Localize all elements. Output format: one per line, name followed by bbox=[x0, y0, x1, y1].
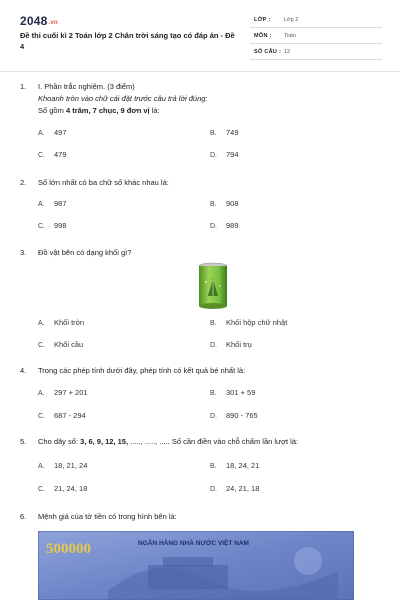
option-a[interactable] bbox=[38, 461, 87, 470]
option-text: 687 - 294 bbox=[54, 411, 86, 420]
meta-row-class bbox=[250, 12, 382, 28]
option-letter: A. bbox=[38, 320, 45, 327]
meta-row-subject bbox=[250, 28, 382, 44]
option-letter: C. bbox=[38, 486, 45, 493]
text-pre: Cho dãy số: bbox=[38, 437, 81, 446]
text-post: ....., ....., ..... Số cần điền vào chỗ chấm lần lượt là: bbox=[128, 437, 299, 446]
meta-value: Toán bbox=[284, 33, 296, 39]
document-header bbox=[0, 0, 400, 72]
option-c[interactable] bbox=[38, 411, 86, 420]
text-bold: 3, 6, 9, 12, 15, bbox=[80, 437, 129, 446]
question-text: Mệnh giá của tờ tiền có trong hình bên là: bbox=[38, 512, 177, 521]
note-denomination: 500000 bbox=[46, 541, 91, 557]
option-letter: A. bbox=[38, 463, 45, 470]
logo-suffix: .vn bbox=[48, 20, 58, 26]
question-text: Đồ vật bên có dạng khối gì? bbox=[38, 248, 132, 257]
note-bank-name: NGÂN HÀNG NHÀ NƯỚC VIỆT NAM bbox=[138, 540, 249, 547]
option-letter: C. bbox=[38, 342, 45, 349]
option-c[interactable] bbox=[38, 484, 87, 493]
prompt-post: là: bbox=[149, 106, 160, 115]
option-b[interactable] bbox=[210, 128, 239, 137]
meta-table bbox=[250, 12, 382, 60]
option-letter: B. bbox=[210, 320, 217, 327]
option-a[interactable] bbox=[38, 128, 67, 137]
option-text: Khối tròn bbox=[54, 318, 85, 327]
question-6 bbox=[20, 512, 380, 526]
option-b[interactable] bbox=[210, 461, 259, 470]
option-text: Khối trụ bbox=[226, 340, 252, 349]
option-letter: B. bbox=[210, 201, 217, 208]
option-a[interactable] bbox=[38, 388, 88, 397]
question-prompt bbox=[38, 106, 378, 116]
option-text: 24, 21, 18 bbox=[226, 484, 260, 493]
option-letter: C. bbox=[38, 152, 45, 159]
option-b[interactable] bbox=[210, 318, 287, 327]
option-text: 890 - 765 bbox=[226, 411, 258, 420]
question-4 bbox=[20, 366, 380, 422]
option-text: 479 bbox=[54, 150, 67, 159]
question-2 bbox=[20, 178, 380, 234]
option-letter: D. bbox=[210, 342, 217, 349]
question-number: 4. bbox=[20, 366, 27, 375]
option-text: 908 bbox=[226, 199, 239, 208]
banknote-image bbox=[38, 531, 354, 600]
option-a[interactable] bbox=[38, 199, 67, 208]
option-text: 794 bbox=[226, 150, 239, 159]
meta-row-question-count bbox=[250, 44, 382, 60]
meta-label: MÔN : bbox=[254, 33, 272, 39]
option-text: 18, 24, 21 bbox=[226, 461, 260, 470]
question-number: 6. bbox=[20, 512, 27, 521]
question-number: 3. bbox=[20, 248, 27, 257]
question-1 bbox=[20, 82, 380, 162]
option-c[interactable] bbox=[38, 221, 67, 230]
question-text: Trong các phép tính dưới đây, phép tính có kết quả bé nhất là: bbox=[38, 366, 246, 375]
question-text: Số lớn nhất có ba chữ số khác nhau là: bbox=[38, 178, 169, 187]
option-letter: B. bbox=[210, 463, 217, 470]
option-letter: A. bbox=[38, 130, 45, 137]
option-b[interactable] bbox=[210, 388, 255, 397]
option-text: 497 bbox=[54, 128, 67, 137]
option-text: 297 + 201 bbox=[54, 388, 88, 397]
prompt-pre: Số gồm bbox=[38, 106, 66, 115]
site-logo[interactable] bbox=[20, 14, 58, 28]
option-letter: A. bbox=[38, 390, 45, 397]
option-letter: A. bbox=[38, 201, 45, 208]
question-number: 1. bbox=[20, 82, 27, 91]
option-text: 21, 24, 18 bbox=[54, 484, 88, 493]
option-letter: C. bbox=[38, 413, 45, 420]
soda-can-image bbox=[196, 262, 230, 310]
meta-value: 12 bbox=[284, 49, 291, 55]
option-letter: D. bbox=[210, 413, 217, 420]
option-text: 18, 21, 24 bbox=[54, 461, 88, 470]
option-d[interactable] bbox=[210, 484, 259, 493]
meta-label: LỚP : bbox=[254, 17, 271, 23]
logo-text: 2048 bbox=[20, 14, 48, 28]
option-c[interactable] bbox=[38, 340, 83, 349]
option-letter: D. bbox=[210, 152, 217, 159]
option-b[interactable] bbox=[210, 199, 239, 208]
prompt-bold: 4 trăm, 7 chục, 9 đơn vị bbox=[65, 106, 150, 115]
option-text: 301 + 59 bbox=[226, 388, 256, 397]
option-letter: B. bbox=[210, 130, 217, 137]
option-letter: D. bbox=[210, 223, 217, 230]
option-text: 749 bbox=[226, 128, 239, 137]
question-text bbox=[38, 437, 378, 447]
question-section-title: I. Phần trắc nghiệm. (3 điểm) bbox=[38, 82, 135, 91]
question-instruction: Khoanh tròn vào chữ cái đặt trước câu trả lời đúng: bbox=[38, 94, 208, 103]
option-a[interactable] bbox=[38, 318, 84, 327]
option-text: 998 bbox=[54, 221, 67, 230]
meta-label: SỐ CÂU : bbox=[254, 49, 282, 55]
page-title: Đề thi cuối kì 2 Toán lớp 2 Chân trời sáng tạo có đáp án - Đề 4 bbox=[20, 31, 235, 51]
question-number: 5. bbox=[20, 437, 27, 446]
option-d[interactable] bbox=[210, 150, 239, 159]
option-text: Khối hộp chữ nhật bbox=[226, 318, 288, 327]
option-letter: D. bbox=[210, 486, 217, 493]
option-text: 989 bbox=[226, 221, 239, 230]
option-c[interactable] bbox=[38, 150, 67, 159]
option-d[interactable] bbox=[210, 221, 239, 230]
option-letter: B. bbox=[210, 390, 217, 397]
question-number: 2. bbox=[20, 178, 27, 187]
option-text: 987 bbox=[54, 199, 67, 208]
option-text: Khối cầu bbox=[54, 340, 84, 349]
option-d[interactable] bbox=[210, 340, 252, 349]
meta-value: Lớp 2 bbox=[284, 17, 299, 23]
option-letter: C. bbox=[38, 223, 45, 230]
question-5 bbox=[20, 437, 380, 495]
option-d[interactable] bbox=[210, 411, 258, 420]
